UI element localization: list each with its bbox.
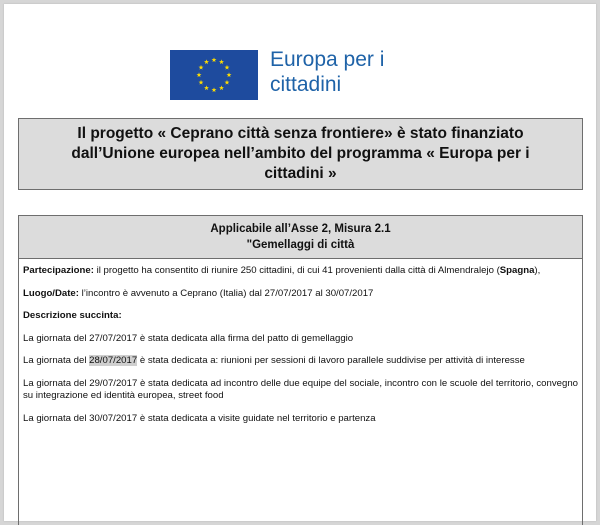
day3-paragraph: La giornata del 29/07/2017 è stata dedicata ad incontro delle due equipe del sociale, incontro con le scuole del territorio, convegno su integrazione ed identità europea, street food [23,377,578,401]
day4-paragraph: La giornata del 30/07/2017 è stata dedicata a visite guidate nel territorio e partenza [23,412,376,424]
details-heading-line1: Applicabile all’Asse 2, Misura 2.1 [210,223,391,235]
logo-text-line2: cittadini [270,73,342,96]
participation-text: il progetto ha consentito di riunire 250 cittadini, di cui 41 provenienti dalla città di Almendralejo ( [93,265,500,276]
participation-label: Partecipazione: [23,265,94,276]
funding-title-box [18,118,583,190]
details-heading-line2: "Gemellaggi di città [246,239,355,251]
day2-pre: La giornata del [23,355,90,366]
funding-title: Il progetto « Ceprano città senza frontiere» è stato finanziato dall’Unione europea nell’ambito del programma « Europa per i cittadini » [71,125,530,182]
europa-per-i-cittadini-logo [170,50,384,100]
day2-paragraph [23,355,578,368]
day2-post: è stata dedicata a: riunioni per sessioni di lavoro parallele suddivise per attività di interesse [137,355,525,366]
place-label: Luogo/Date: [23,287,79,299]
details-body [19,259,582,425]
day1-paragraph: La giornata del 27/07/2017 è stata dedicata alla firma del patto di gemellaggio [23,332,354,344]
description-label: Descrizione succinta: [23,310,122,321]
eu-flag-icon [170,50,258,100]
logo-text-line1: Europa per i [270,48,385,71]
participation-country: Spagna [499,265,535,276]
place-paragraph [23,288,578,301]
place-text: l’incontro è avvenuto a Ceprano (Italia) dal 27/07/2017 al 30/07/2017 [78,287,374,299]
participation-end: ), [534,265,541,276]
day2-date-highlight: 28/07/2017 [89,355,138,366]
document-page [4,4,596,521]
details-heading [19,216,582,259]
logo-text [270,47,384,97]
description-heading [23,310,578,323]
participation-paragraph [23,265,578,278]
project-details-box [18,215,583,525]
